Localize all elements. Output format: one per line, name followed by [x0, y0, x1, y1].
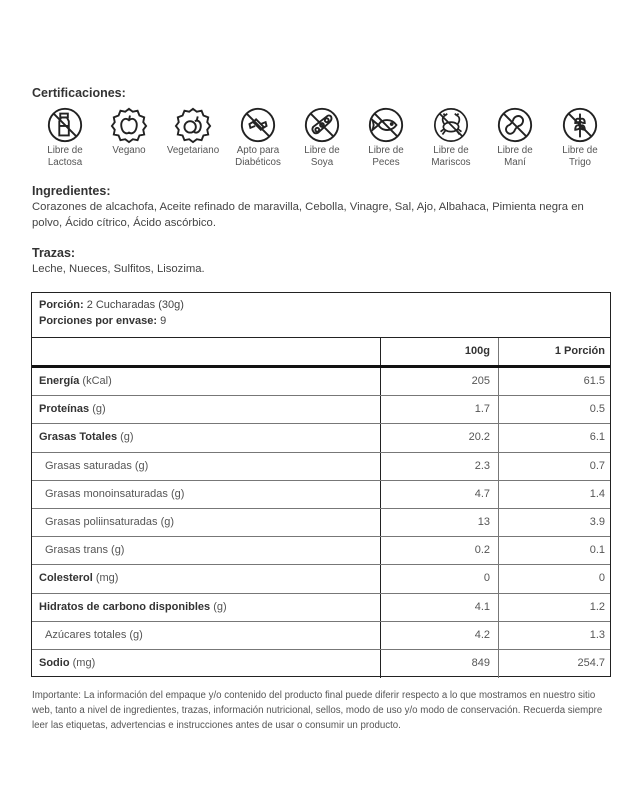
- nutrient-unit: (g): [134, 459, 149, 472]
- cert-label-line2: Lactosa: [47, 157, 83, 168]
- cert-vegan: [94, 106, 164, 157]
- cert-soy-free: [287, 106, 357, 168]
- value-per-portion: 61.5: [498, 368, 610, 395]
- cert-shellfish-free: [416, 106, 486, 168]
- certifications-list: [30, 106, 620, 176]
- value-per-portion: 0.5: [498, 396, 610, 423]
- cert-label-line2: Peces: [372, 157, 400, 168]
- nutrient-name: Grasas trans: [45, 544, 108, 557]
- value-per-100g: 849: [380, 650, 498, 678]
- portion-size: [39, 297, 610, 313]
- nutrient-label: [39, 396, 106, 423]
- nutrient-name: Grasas monoinsaturadas: [45, 487, 168, 500]
- nutrient-label: [45, 481, 184, 508]
- traces-text: Leche, Nueces, Sulfitos, Lisozima.: [32, 263, 205, 275]
- certifications-title: Certificaciones:: [32, 86, 126, 100]
- nutrient-unit: (g): [111, 544, 125, 557]
- cert-label-line1: Libre de: [47, 145, 83, 156]
- table-row: [32, 453, 610, 481]
- portion-info: [32, 293, 610, 338]
- nutrient-label: [45, 453, 148, 480]
- no-lactose-icon: [46, 106, 84, 144]
- ingredients-title: Ingredientes:: [32, 184, 111, 198]
- no-wheat-icon: [561, 106, 599, 144]
- nutrient-unit: (g): [213, 600, 227, 613]
- vegan-apple-icon: [110, 106, 148, 144]
- value-per-portion: 1.4: [498, 481, 610, 508]
- nutrient-label: [39, 368, 112, 395]
- value-per-portion: 3.9: [498, 509, 610, 536]
- value-per-portion: 0.1: [498, 537, 610, 564]
- table-row: [32, 424, 610, 452]
- nutrient-name: Hidratos de carbono disponibles: [39, 600, 211, 613]
- table-row: [32, 594, 610, 622]
- servings-per-container: [39, 313, 610, 329]
- nutrient-label: [45, 537, 124, 564]
- table-row: [32, 396, 610, 424]
- value-per-portion: 254.7: [498, 650, 610, 678]
- value-per-100g: 2.3: [380, 453, 498, 480]
- value-per-100g: 0: [380, 565, 498, 592]
- cert-label-line1: Apto para: [236, 145, 280, 156]
- value-per-100g: 4.2: [380, 622, 498, 649]
- nutrient-name: Proteínas: [39, 403, 90, 416]
- disclaimer-text: Importante: La información del empaque y/o contenido del producto final puede diferir respecto a lo que mostramos en nuestro sitio web, tanto a nivel de ingredientes, trazas, información nutricional, sellos, modo de uso y/o modo de conservación. Recuerda siempre leer las etiquetas, advertencias e instrucciones antes de usar o consumir un producto.: [32, 690, 603, 731]
- cert-label-line2: Trigo: [569, 157, 591, 168]
- value-per-portion: 0: [498, 565, 610, 592]
- column-header-portion: 1 Porción: [498, 338, 610, 365]
- servings-value: 9: [160, 315, 167, 327]
- value-per-portion: 1.2: [498, 594, 610, 621]
- cert-label-line2: Maní: [504, 157, 526, 168]
- nutrition-table: [31, 292, 611, 677]
- nutrient-unit: (mg): [72, 656, 96, 669]
- nutrient-label: [39, 565, 118, 592]
- cert-label-line2: Soya: [310, 157, 334, 168]
- table-row: [32, 650, 610, 678]
- table-header: [32, 338, 610, 368]
- nutrient-unit: (g): [160, 515, 175, 528]
- nutrient-label: [45, 509, 174, 536]
- table-row: [32, 622, 610, 650]
- cert-label-line1: Vegetariano: [166, 145, 220, 156]
- column-header-100g: 100g: [380, 338, 498, 365]
- value-per-100g: 20.2: [380, 424, 498, 451]
- no-fish-icon: [367, 106, 405, 144]
- no-soy-icon: [303, 106, 341, 144]
- value-per-portion: 1.3: [498, 622, 610, 649]
- value-per-100g: 1.7: [380, 396, 498, 423]
- no-sugar-candy-icon: [239, 106, 277, 144]
- cert-vegetarian: [158, 106, 228, 157]
- nutrient-label: [39, 650, 95, 677]
- portion-value: 2 Cucharadas (30g): [86, 299, 184, 311]
- traces-title: Trazas:: [32, 246, 76, 260]
- cert-label-line2: Mariscos: [431, 157, 471, 168]
- nutrient-name: Grasas Totales: [39, 431, 118, 444]
- servings-label: Porciones por envase:: [39, 315, 157, 327]
- nutrient-unit: (mg): [95, 572, 119, 585]
- value-per-100g: 205: [380, 368, 498, 395]
- cert-lactose-free: [30, 106, 100, 168]
- table-row: [32, 481, 610, 509]
- cert-diabetic-friendly: [223, 106, 293, 168]
- cert-label-line1: Vegano: [112, 145, 146, 156]
- nutrient-unit: (g): [120, 431, 134, 444]
- cert-wheat-free: [545, 106, 615, 168]
- cert-label-line1: Libre de: [304, 145, 340, 156]
- nutrient-unit: (g): [170, 487, 185, 500]
- nutrient-name: Energía: [39, 375, 80, 387]
- nutrient-name: Sodio: [39, 656, 70, 669]
- ingredients-text: Corazones de alcachofa, Aceite refinado de maravilla, Cebolla, Vinagre, Sal, Ajo, Albahaca, Pimienta negra en polvo, Ácido cítrico, Ácido ascórbico.: [32, 201, 584, 229]
- cert-label-line1: Libre de: [433, 145, 469, 156]
- table-row: [32, 509, 610, 537]
- nutrient-unit: (g): [92, 403, 106, 416]
- value-per-100g: 4.1: [380, 594, 498, 621]
- nutrient-name: Grasas poliinsaturadas: [45, 515, 158, 528]
- nutrient-unit: (g): [129, 628, 143, 641]
- vegetarian-icon: [174, 106, 212, 144]
- nutrient-label: [39, 424, 134, 451]
- portion-label: Porción:: [39, 299, 84, 311]
- nutrient-name: Azúcares totales: [45, 628, 127, 641]
- cert-label-line1: Libre de: [562, 145, 598, 156]
- value-per-100g: 0.2: [380, 537, 498, 564]
- cert-label-line1: Libre de: [497, 145, 533, 156]
- nutrient-name: Colesterol: [39, 572, 93, 585]
- value-per-portion: 0.7: [498, 453, 610, 480]
- cert-label-line2: Diabéticos: [235, 157, 281, 168]
- value-per-100g: 13: [380, 509, 498, 536]
- value-per-portion: 6.1: [498, 424, 610, 451]
- nutrition-rows: [32, 368, 610, 678]
- cert-fish-free: [351, 106, 421, 168]
- cert-label-line1: Libre de: [368, 145, 404, 156]
- nutrient-unit: (kCal): [82, 375, 112, 387]
- nutrient-name: Grasas saturadas: [45, 459, 132, 472]
- cert-peanut-free: [480, 106, 550, 168]
- nutrient-label: [39, 594, 227, 621]
- value-per-100g: 4.7: [380, 481, 498, 508]
- table-row: [32, 565, 610, 593]
- nutrient-label: [45, 622, 143, 649]
- no-shellfish-icon: [432, 106, 470, 144]
- no-peanut-icon: [496, 106, 534, 144]
- table-row: [32, 537, 610, 565]
- table-row: [32, 368, 610, 396]
